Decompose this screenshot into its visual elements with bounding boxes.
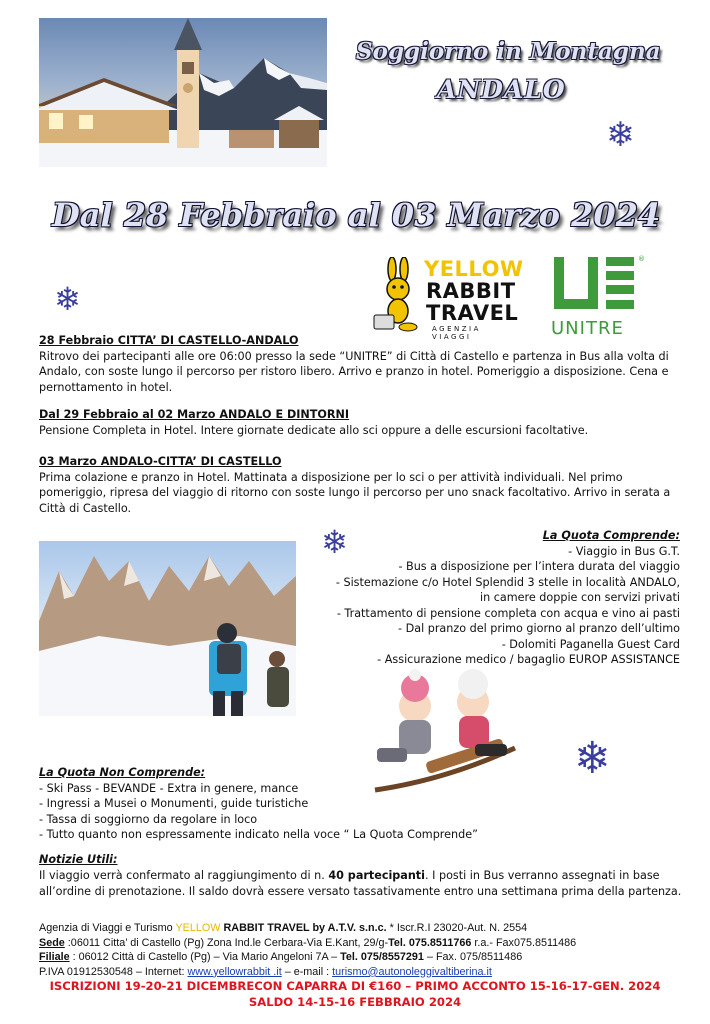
footer-text: – e-mail :	[281, 965, 333, 978]
footer-text: P.IVA 01912530548 – Internet:	[39, 965, 188, 978]
itinerary-heading: 03 Marzo ANDALO-CITTA’ DI CASTELLO	[39, 455, 282, 468]
list-item: - Viaggio in Bus G.T.	[568, 544, 680, 558]
footer-line-sede	[39, 936, 689, 951]
saldo-notice: SALDO 14-15-16 FEBBRAIO 2024	[248, 995, 462, 1009]
snowflake-icon: ❄	[606, 115, 635, 155]
list-item: - Ingressi a Musei o Monumenti, guide turistiche	[39, 797, 309, 810]
footer-phone: Tel. 075/8557291	[340, 951, 424, 964]
list-item: - Dal pranzo del primo giorno al pranzo dell’ultimo	[398, 622, 680, 635]
footer-brand: RABBIT TRAVEL by A.T.V. s.n.c.	[220, 922, 387, 934]
list-item: - Tutto quanto non espressamente indicato nella voce “ La Quota Comprende”	[39, 828, 478, 841]
quota-comprende-heading: La Quota Comprende:	[542, 529, 680, 542]
quota-comprende	[335, 528, 680, 668]
footer-fax: – Fax. 075/8511486	[423, 951, 523, 964]
yellow-rabbit-travel-logo	[372, 255, 524, 341]
footer-line-filiale	[39, 950, 689, 965]
website-link[interactable]: www.yellowrabbit .it	[187, 965, 282, 978]
notizie-participants: 40 partecipanti	[328, 868, 425, 882]
list-item: - Tassa di soggiorno da regolare in loco	[39, 812, 258, 826]
logo-word-rabbit: RABBIT	[426, 279, 516, 303]
title-line1: Soggiorno in Montagna	[356, 38, 661, 65]
footer-line-agency	[39, 921, 689, 936]
andalo-church-photo	[39, 18, 327, 167]
snowflake-icon: ❄	[54, 280, 81, 318]
snowflake-icon: ❄	[574, 733, 611, 784]
notizie-text	[39, 868, 689, 900]
footer-line-contacts	[39, 965, 689, 980]
unitre-logo	[548, 257, 648, 341]
unitre-registered-mark: ®	[638, 255, 645, 263]
footer-fax: r.a.- Fax075.8511486	[471, 936, 577, 949]
itinerary-day2	[39, 407, 679, 438]
notizie-text-part: . I posti in Bus verranno assegnati in base all’ordine di prenotazione. Il saldo dovrà essere versato tassativamente entro una settimana prima della partenza.	[39, 868, 682, 898]
itinerary-day1	[39, 333, 679, 395]
notizie-utili	[39, 852, 689, 899]
footer-text: Agenzia di Viaggi e Turismo	[39, 922, 176, 934]
footer-license: * Iscr.R.I 23020-Aut. N. 2554	[386, 922, 528, 934]
list-item: - Ski Pass - BEVANDE - Extra in genere, mance	[39, 781, 299, 795]
snowflake-icon: ❄	[321, 523, 348, 561]
footer-brand-yellow: YELLOW	[175, 922, 221, 934]
footer-text: : 06012 Città di Castello (Pg) – Via Mario Angeloni 7A –	[69, 951, 341, 964]
list-item: - Assicurazione medico / bagaglio EUROP ASSISTANCE	[377, 653, 680, 666]
logo-tagline: AGENZIA VIAGGI	[432, 325, 481, 341]
unitre-mark-icon	[554, 257, 634, 313]
agency-footer	[39, 921, 689, 979]
itinerary-body: Prima colazione e pranzo in Hotel. Mattinata a disposizione per lo sci o per attività individuali. Nel primo pomeriggio, ripresa del viaggio di ritorno con soste lungo il percorso per uno snack facoltativo. Arrivo in serata a Città di Castello.	[39, 470, 671, 515]
itinerary-day3	[39, 454, 679, 516]
itinerary-body: Ritrovo dei partecipanti alle ore 06:00 presso la sede “UNITRE” di Città di Castello e partenza in Bus alla volta di Andalo, con soste lungo il percorso per ristoro libero. Arrivo e pranzo in hotel. Pomeriggio a disposizione. Cena e pernottamento in hotel.	[39, 349, 669, 394]
notizie-text-part: Il viaggio verrà confermato al raggiungimento di n.	[39, 868, 329, 882]
list-item: - Trattamento di pensione completa con acqua e vino ai pasti	[336, 606, 680, 620]
itinerary-heading: Dal 29 Febbraio al 02 Marzo ANDALO E DINTORNI	[39, 408, 350, 421]
quota-non-comprende-heading: La Quota Non Comprende:	[39, 766, 206, 779]
list-item: - Sistemazione c/o Hotel Splendid 3 stelle in località ANDALO,	[335, 575, 680, 589]
title-line2: ANDALO	[437, 75, 566, 104]
footer-phone: Tel. 075.8511766	[388, 936, 472, 949]
notizie-heading: Notizie Utili:	[39, 853, 118, 866]
footer-label: Sede	[39, 936, 65, 949]
quota-non-comprende	[39, 765, 499, 843]
logo-word-yellow: YELLOW	[424, 257, 524, 281]
list-item: - Bus a disposizione per l’intera durata del viaggio	[398, 560, 680, 573]
iscrizioni-notice: ISCRIZIONI 19-20-21 DICEMBRECON CAPARRA DI €160 – PRIMO ACCONTO 15-16-17-GEN. 2024	[49, 979, 661, 993]
logo-word-travel: TRAVEL	[426, 301, 519, 325]
itinerary-heading: 28 Febbraio CITTA’ DI CASTELLO-ANDALO	[39, 334, 299, 347]
list-item: in camere doppie con servizi privati	[479, 591, 680, 604]
trip-dates: Dal 28 Febbraio al 03 Marzo 2024	[52, 196, 661, 234]
rabbit-mascot-icon	[372, 257, 424, 333]
footer-text: :06011 Citta’ di Castello (Pg) Zona Ind.le Cerbara-Via E.Kant, 29/g-	[64, 936, 389, 949]
itinerary-body: Pensione Completa in Hotel. Intere giornate dedicate allo sci oppure a delle escursioni facoltative.	[39, 423, 589, 437]
list-item: - Dolomiti Paganella Guest Card	[501, 637, 680, 651]
footer-label: Filiale	[39, 951, 70, 964]
email-link[interactable]: turismo@autonoleggivaltiberina.it	[332, 965, 492, 978]
unitre-wordmark: UNITRE	[551, 318, 624, 339]
dolomites-skier-photo	[39, 541, 296, 716]
